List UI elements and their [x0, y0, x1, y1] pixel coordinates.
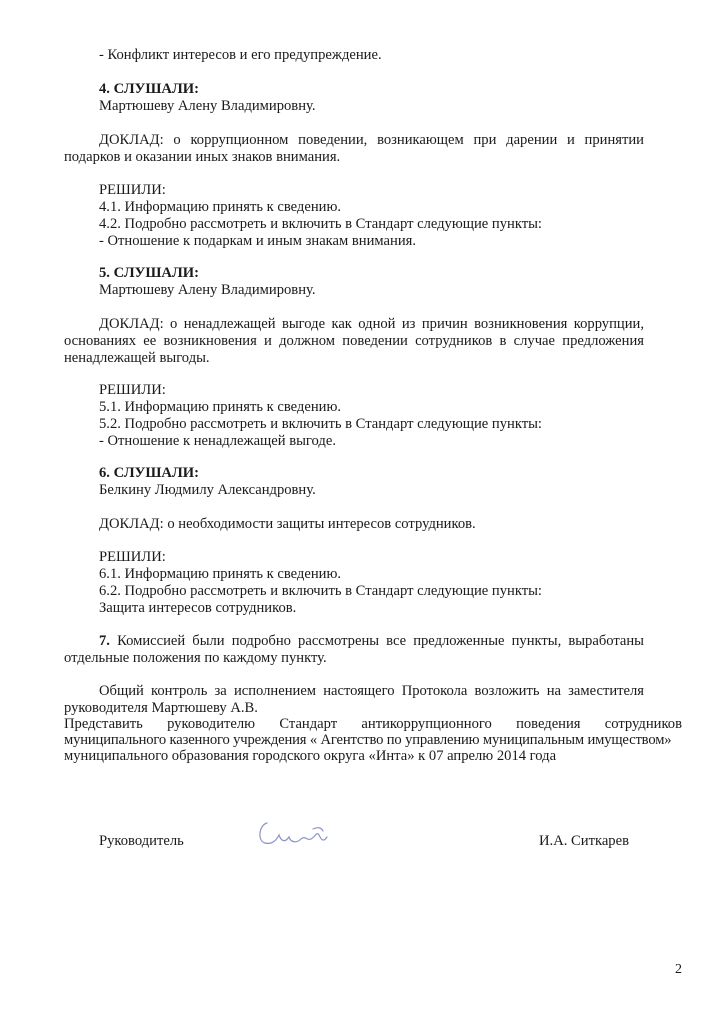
- section4-item1: 4.1. Информацию принять к сведению.: [99, 199, 342, 215]
- control-line5: муниципального образования городского округа «Инта» к 07 апрелю 2014 года: [64, 748, 557, 764]
- section4-report-line1: ДОКЛАД: о коррупционном поведении, возникающем при дарении и принятии: [99, 132, 644, 148]
- section4-report-line2: подарков и оказании иных знаков внимания.: [64, 149, 341, 165]
- section4-item2: 4.2. Подробно рассмотреть и включить в Стандарт следующие пункты:: [99, 216, 542, 232]
- section5-report-line3: ненадлежащей выгоды.: [64, 350, 210, 366]
- section6-decided: РЕШИЛИ:: [99, 549, 166, 565]
- section5-report-line2: основаниях ее возникновения и должном поведении сотрудников в случае предложения: [64, 333, 644, 349]
- page-number: 2: [675, 962, 682, 977]
- section5-speaker: Мартюшеву Алену Владимировну.: [99, 282, 316, 298]
- section6-item2: 6.2. Подробно рассмотреть и включить в Стандарт следующие пункты:: [99, 583, 542, 599]
- section7-line1: [99, 633, 644, 650]
- section7-number: 7.: [99, 633, 110, 649]
- signature-role: Руководитель: [99, 833, 184, 849]
- handwritten-signature: [255, 815, 335, 853]
- control-line1: Общий контроль за исполнением настоящего Протокола возложить на заместителя: [99, 683, 644, 699]
- section7-line2: отдельные положения по каждому пункту.: [64, 650, 327, 666]
- section7-text: Комиссией были подробно рассмотрены все предложенные пункты, выработаны: [117, 633, 644, 649]
- signature-name: И.А. Ситкарев: [539, 833, 629, 849]
- intro-line: - Конфликт интересов и его предупреждение.: [99, 47, 382, 63]
- section6-heading: 6. СЛУШАЛИ:: [99, 465, 200, 481]
- section4-decided: РЕШИЛИ:: [99, 182, 166, 198]
- section4-speaker: Мартюшеву Алену Владимировну.: [99, 98, 316, 114]
- section5-decided: РЕШИЛИ:: [99, 382, 166, 398]
- section6-report-line1: ДОКЛАД: о необходимости защиты интересов сотрудников.: [99, 516, 476, 532]
- section5-report-line1: ДОКЛАД: о ненадлежащей выгоде как одной из причин возникновения коррупции,: [99, 316, 644, 332]
- section4-item3: - Отношение к подаркам и иным знакам внимания.: [99, 233, 417, 249]
- section5-item3: - Отношение к ненадлежащей выгоде.: [99, 433, 336, 449]
- section6-item1: 6.1. Информацию принять к сведению.: [99, 566, 342, 582]
- section5-item2: 5.2. Подробно рассмотреть и включить в Стандарт следующие пункты:: [99, 416, 542, 432]
- section6-item3: Защита интересов сотрудников.: [99, 600, 297, 616]
- control-line3: Представить руководителю Стандарт антикоррупционного поведения сотрудников: [64, 716, 682, 732]
- section5-heading: 5. СЛУШАЛИ:: [99, 265, 200, 281]
- section5-item1: 5.1. Информацию принять к сведению.: [99, 399, 342, 415]
- section4-heading: 4. СЛУШАЛИ:: [99, 81, 200, 97]
- control-line4: муниципального казенного учреждения « Агентство по управлению муниципальным имуществом»: [64, 732, 672, 748]
- section6-speaker: Белкину Людмилу Александровну.: [99, 482, 316, 498]
- control-line2: руководителя Мартюшеву А.В.: [64, 700, 258, 716]
